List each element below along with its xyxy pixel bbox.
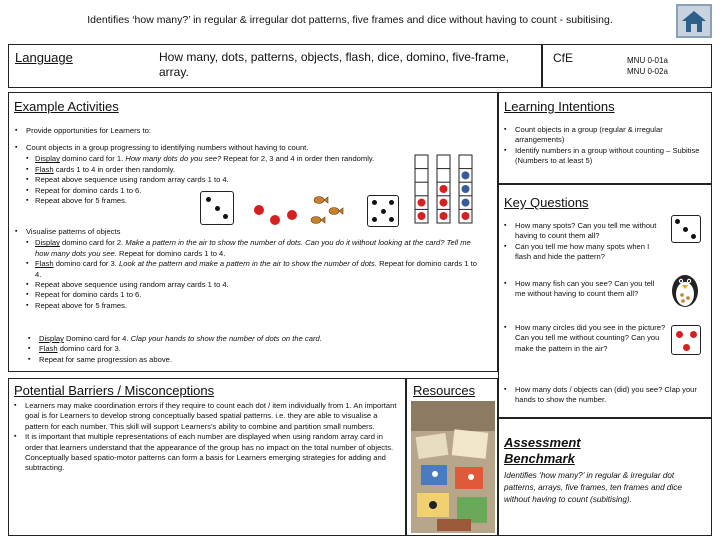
fish-array-image bbox=[307, 193, 347, 227]
key-questions-list-2 bbox=[502, 279, 660, 300]
penguin-fish-image bbox=[667, 269, 703, 309]
dot bbox=[372, 217, 377, 222]
key-questions-list-1 bbox=[502, 221, 660, 263]
language-vocab: How many, dots, patterns, objects, flash, dice, domino, five-frame, array. bbox=[159, 50, 509, 79]
key-questions-header: Key Questions bbox=[504, 195, 589, 210]
assessment-box bbox=[498, 418, 712, 536]
key-questions-list-4 bbox=[502, 385, 708, 406]
dot bbox=[683, 227, 688, 232]
list-item: ▪ How many dots / objects can (did) you see? Clap your hands to show the number. bbox=[502, 385, 708, 406]
dot bbox=[691, 234, 696, 239]
classroom-resources-photo bbox=[411, 401, 495, 533]
list-item: ▪ How many fish can you see? Can you tell me without having to count them all? bbox=[502, 279, 660, 300]
list-item: ▪ Can you tell me how many spots when I flash and hide the pattern? bbox=[502, 242, 660, 263]
list-item: ▪ How many spots? Can you tell me without having to count them all? bbox=[502, 221, 660, 242]
cfe-box bbox=[542, 44, 712, 88]
home-icon bbox=[678, 6, 710, 36]
list-item: ▪ How many circles did you see in the picture? Can you tell me without counting? Can you make the pattern in the air? bbox=[502, 323, 708, 354]
list-item: ▪ Repeat above for 5 frames. bbox=[26, 301, 483, 311]
list-item: ▪ Repeat above for 5 frames. bbox=[26, 196, 493, 206]
list-item: ▪ Flash domino card for 3. Look at the pattern and make a pattern in the air to show the number of dots. Repeat for domino cards 1 to 4. bbox=[26, 259, 483, 280]
dot bbox=[675, 219, 680, 224]
dot bbox=[206, 197, 211, 202]
dice-3-image bbox=[671, 215, 701, 243]
list-item: ▪ Learners may make coordination errors if they require to count each dot / item individually from 1. An important goal is for Learners to develop strong conceptually based spatial patterns. i.e. they are able to visualise a pattern for each number. This skill will support Learners’s ability to combine and partition small numbers. bbox=[12, 401, 402, 432]
list-item: ▪ Display domino card for 1. How many dots do you see? Repeat for 2, 3 and 4 in order then randomly. bbox=[26, 154, 493, 164]
domino-card-5-image bbox=[367, 195, 399, 227]
learning-box bbox=[498, 92, 712, 184]
barriers-list bbox=[12, 401, 402, 474]
barriers-box bbox=[8, 378, 406, 536]
cfe-code-2: MNU 0-02a bbox=[627, 67, 668, 76]
list-item: ▪ Display domino card for 2. Make a pattern in the air to show the number of dots. Can you do it without looking at the card? Tell me how many dots you see. Repeat for domino cards 1 to 4. bbox=[26, 238, 483, 259]
cfe-code-1: MNU 0-01a bbox=[627, 56, 668, 65]
activities-list-intro bbox=[13, 126, 493, 136]
list-item: ▪ Repeat above sequence using random array cards 1 to 4. bbox=[26, 175, 493, 185]
activities-box bbox=[8, 92, 498, 372]
group-2-intro: ▪ Visualise patterns of objects ▪ Display domino card for 2. Make a pattern in the air to show the number of dots. Can you do it without looking at the card? Tell me how many dots you see. Repeat for domino cards 1 to 4. ▪ Flash domino card for 3. Look at the pattern and make a pattern in the air to show the number of dots. Repeat for domino cards 1 to 4. ▪ Repeat above sequence using random array cards 1 to 4. ▪ Repeat for domino cards 1 to 6. ▪ Repeat above for 5 frames. bbox=[13, 227, 483, 311]
cfe-label: CfE bbox=[553, 51, 574, 65]
list-item: ▪ Identify numbers in a group without counting – Subitise (Numbers to at least 5) bbox=[502, 146, 708, 167]
dot bbox=[683, 344, 690, 351]
activities-intro: ▪ Provide opportunities for Learners to: bbox=[13, 126, 493, 136]
assessment-header: Assessment bbox=[504, 435, 581, 450]
activities-header: Example Activities bbox=[14, 99, 119, 114]
key-questions-box bbox=[498, 184, 712, 418]
dot bbox=[223, 214, 228, 219]
list-item: ▪ Count objects in a group (regular & irregular arrangements) bbox=[502, 125, 708, 146]
list-item: ▪ Repeat for domino cards 1 to 6. bbox=[26, 186, 493, 196]
benchmark-text: Identifies ‘how many?’ in regular & irregular dot patterns, arrays, five frames, ten frames and dice without having to count (subitising). bbox=[504, 471, 682, 504]
dot bbox=[690, 331, 697, 338]
group-1-intro: ▪ Count objects in a group progressing to identifying numbers without having to count. ▪ Display domino card for 1. How many dots do you see? Repeat for 2, 3 and 4 in order then randomly. ▪ Flash cards 1 to 4 in order then randomly. ▪ Repeat above sequence using random array cards 1 to 4. ▪ Repeat for domino cards 1 to 6. ▪ Repeat above for 5 frames. bbox=[13, 143, 493, 206]
list-item: ▪ Repeat for domino cards 1 to 6. bbox=[26, 290, 483, 300]
home-button[interactable] bbox=[676, 4, 712, 38]
barriers-header: Potential Barriers / Misconceptions bbox=[14, 383, 215, 398]
activities-group-2 bbox=[13, 227, 483, 311]
learning-header: Learning Intentions bbox=[504, 99, 615, 114]
page-title: Identifies ‘how many?’ in regular & irregular dot patterns, five frames and dice without having to count - subitising. bbox=[87, 14, 613, 26]
benchmark-header: Benchmark bbox=[504, 451, 575, 466]
domino-card-3-image bbox=[200, 191, 234, 225]
list-item: ▪ Flash cards 1 to 4 in order then randomly. bbox=[26, 165, 493, 175]
list-item: ▪ Display Domino card for 4. Clap your hands to show the number of dots on the card. bbox=[26, 334, 486, 344]
activities-group-3 bbox=[26, 334, 486, 365]
red-dots-card-image bbox=[671, 325, 701, 355]
language-box bbox=[8, 44, 542, 88]
learning-list bbox=[502, 125, 708, 167]
dot bbox=[676, 331, 683, 338]
five-frame-image bbox=[413, 153, 483, 227]
dot bbox=[389, 217, 394, 222]
random-array-red-dots-image bbox=[249, 201, 301, 231]
resources-header: Resources bbox=[413, 383, 476, 398]
list-item: ▪ It is important that multiple representations of each number are displayed when using random array card in order that learners understand that the appearance of the group has no impact on the total number of objects. Conceptually based spatio-motor patterns can form a basis for Learners emerging strategies for adding and subtracting. bbox=[12, 432, 402, 474]
dot bbox=[389, 200, 394, 205]
dot bbox=[215, 206, 220, 211]
language-label: Language bbox=[15, 50, 73, 65]
dot bbox=[372, 200, 377, 205]
list-item: ▪ Repeat for same progression as above. bbox=[26, 355, 486, 365]
resources-box bbox=[406, 378, 498, 536]
list-item: ▪ Repeat above sequence using random array cards 1 to 4. bbox=[26, 280, 483, 290]
dot bbox=[381, 209, 386, 214]
list-item: ▪ Flash domino card for 3. bbox=[26, 344, 486, 354]
